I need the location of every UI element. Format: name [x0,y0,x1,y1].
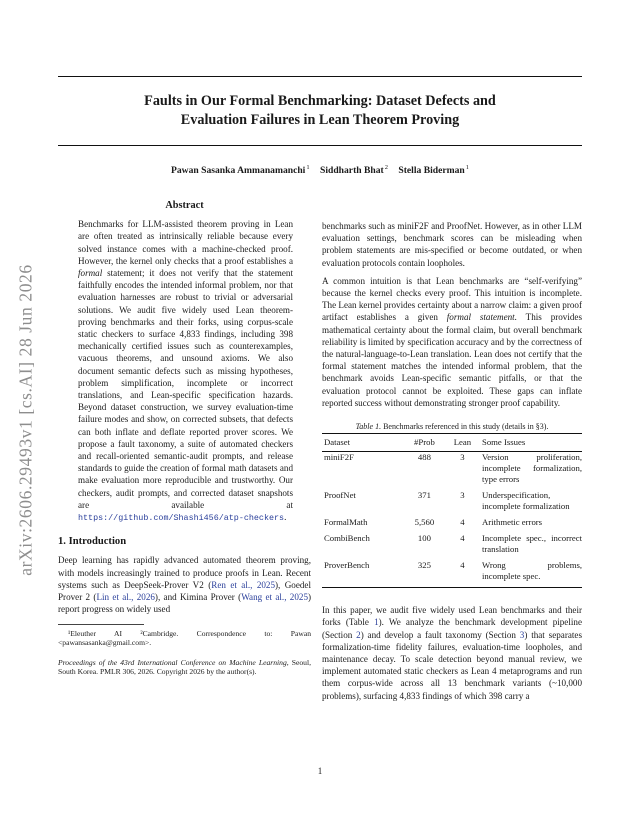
section-ref-link[interactable]: 3 [519,629,525,640]
author-1: Pawan Sasanka Ammanamanchi$^1$ [171,164,310,177]
abstract-heading: Abstract [165,200,204,211]
right-column [322,220,582,702]
author-2: Siddharth Bhat$^2$ [320,164,388,177]
proceedings-note: Proceedings of the 43rd International Conference on Machine Learning, Seoul, South Korea. PMLR 306, 2026. Copyright 2026 by the author(s). [58,657,311,677]
citation-link[interactable]: Ren et al., 2025 [211,579,276,590]
table-cell: 5,560 [414,517,435,528]
table-caption: Table 1. Benchmarks referenced in this study (details in §3). [355,422,549,432]
table-cell: ProverBench [322,560,404,588]
table-cell: 4 [460,517,465,528]
right-paragraph-1: benchmarks such as miniF2F and ProofNet. However, as in other LLM evaluation settings, benchmark scores can be misleading when problem statements are mis-specified or become outdated, or when evaluation protocols contain loopholes. [322,221,582,268]
paper-title [58,92,582,130]
table-cell: 3 [460,490,465,501]
section-heading-introduction: 1. Introduction [58,536,127,548]
table-header-row [322,434,582,452]
title-top-rule [58,76,582,77]
table-cell: 4 [445,560,480,588]
title-bottom-rule [58,145,582,146]
table-cell: Wrong problems, incomplete spec. [480,560,582,588]
table-cell: CombiBench [324,533,370,544]
table-cell: 488 [417,452,431,463]
table-cell: Arithmetic errors [482,517,543,528]
table-ref-link[interactable]: 1 [374,617,379,628]
table-cell: 4 [460,533,465,544]
page-number: 1 [317,766,323,776]
column-header: Some Issues [480,434,582,452]
table-row [322,517,582,533]
title-line-2: Evaluation Failures in Lean Theorem Proving [180,112,460,128]
table-row [322,533,582,560]
left-column [58,200,311,677]
right-paragraph-2: A common intuition is that Lean benchmarks are “self-verifying” because the kernel checks every proof. This intuition is incomplete. The Lean kernel provides certainty about a narrow claim: a given proof artifact establishes a given formal statement. This provides mathematical certainty about the formal claim, but overall benchmark reliability is limited by specification accuracy and by the correctness of the natural-language-to-Lean translation. Lean does not certify that the formal statement matches the intended informal problem, that the benchmark avoids Lean-specific semantic pitfalls, or that the evaluation protocol cannot be exploited. These gaps can inflate reported success without demonstrating stronger proof capability. [322,275,583,408]
column-header: Lean [445,434,480,452]
table-cell: 371 [417,490,431,501]
table-cell: 100 [417,533,431,544]
section-ref-link[interactable]: 2 [356,629,361,640]
author-list [58,164,582,176]
abstract-text: Benchmarks for LLM-assisted theorem proving in Lean are often treated as intrinsically reliable because every solved instance comes with a machine-checked proof. However, the kernel only checks that a proof establishes a formal statement; it does not verify that the statement faithfully encodes the intended informal problem, nor that evaluation harnesses are robust to trivial or adversarial solutions. We audit five widely used Lean theorem-proving benchmarks and their forks, using corpus-scale static checkers to surface 4,833 findings, including 398 mechanically certified issues such as counterexamples, vacuous theorems, and unsound axioms. We also document semantic defects such as missing hypotheses, problem simplification, incomplete or incorrect translations, and Lean-specific specification hazards. Beyond dataset construction, we survey evaluation-time failure modes and show, on corrected subsets, that defects can both inflate and deflate reported prover scores. We propose a fault taxonomy, a suite of automated checkers and recall-oriented semantic-audit prompts, and release standards to guide the creation of formal math datasets and make evaluation more reproducible and trustworthy. Our checkers, audit prompts, and corrected dataset snapshots are available at https://github.com/Shashi456/atp-checkers. [78,219,293,524]
footnote-rule [58,624,144,625]
column-header: Dataset [322,434,404,452]
benchmark-table [322,433,582,588]
affiliation-footnote: ¹Eleuther AI ²Cambridge. Correspondence to: Pawan <pawansasanka@gmail.com>. [58,628,311,648]
code-link[interactable]: https://github.com/Shashi456/atp-checkers [78,513,285,524]
table-cell: 3 [460,452,465,463]
table-row [322,490,582,517]
arxiv-stamp [8,235,44,605]
table-cell: Underspecification, incomplete formalization [482,490,570,512]
table-cell: FormalMath [324,517,368,528]
title-line-1: Faults in Our Formal Benchmarking: Dataset Defects and [144,93,496,109]
right-paragraph-3: In this paper, we audit five widely used Lean benchmarks and their forks (Table 1). We analyze the benchmark development pipeline (Section 2) and develop a fault taxonomy (Section 3) that separates formalization-time fidelity failures, evaluation-time loopholes, and maintenance decay. To scale detection beyond manual review, we implement automated static checkers as Lean 4 metaprograms and run them corpus-wide across all 13 benchmark variants (~10,000 problems), surfacing 4,833 findings of which 398 carry a [322,605,582,701]
citation-link[interactable]: Wang et al., 2025 [241,592,308,603]
table-cell: Version proliferation, incomplete formalization, type errors [482,452,582,485]
table-row [322,452,582,491]
intro-paragraph-1: Deep learning has rapidly advanced automated theorem proving, with models increasingly trained to produce proofs in Lean. Recent systems such as DeepSeek-Prover V2 (Ren et al., 2025), Goedel Prover 2 (Lin et al., 2026), and Kimina Prover (Wang et al., 2025) report progress on widely used [58,555,312,615]
column-header: #Prob [404,434,445,452]
table-cell: ProofNet [324,490,356,501]
arxiv-id: arXiv:2606.29493v1 [cs.AI] 28 Jun 2026 [15,264,36,576]
table-cell: 325 [404,560,445,588]
table-row [322,560,582,588]
table-cell: miniF2F [324,452,354,463]
author-3: Stella Biderman$^1$ [398,164,469,177]
citation-link[interactable]: Lin et al., 2026 [96,592,155,603]
table-cell: Incomplete spec., incorrect translation [482,533,582,555]
